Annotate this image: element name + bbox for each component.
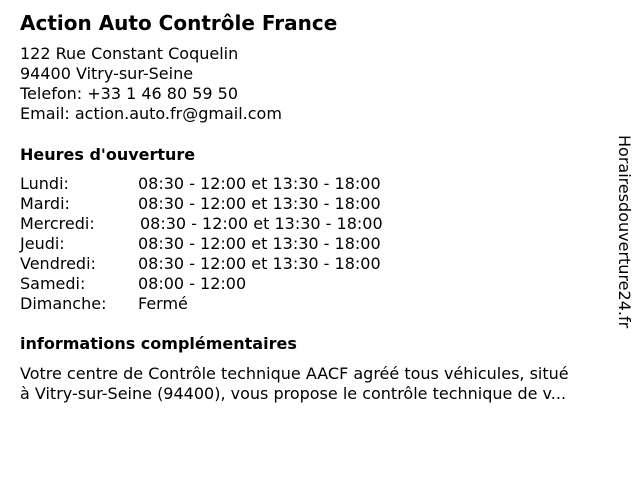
day-label: Vendredi: (20, 254, 96, 273)
site-watermark (610, 135, 634, 345)
info-heading: informations complémentaires (20, 334, 297, 353)
email-line: Email: action.auto.fr@gmail.com (20, 104, 282, 123)
hours-heading: Heures d'ouverture (20, 145, 196, 164)
description-line-1: Votre centre de Contrôle technique AACF agréé tous véhicules, situé (20, 364, 569, 383)
address-street: 122 Rue Constant Coquelin (20, 44, 239, 63)
description-line-2: à Vitry-sur-Seine (94400), vous propose le contrôle technique de v... (20, 384, 567, 403)
phone-line: Telefon: +33 1 46 80 59 50 (20, 84, 239, 103)
day-hours: 08:30 - 12:00 et 13:30 - 18:00 (138, 194, 381, 213)
day-label: Jeudi: (20, 234, 65, 253)
day-hours: Fermé (138, 294, 188, 313)
day-hours: 08:30 - 12:00 et 13:30 - 18:00 (138, 254, 381, 273)
day-label: Samedi: (20, 274, 86, 293)
day-hours: 08:00 - 12:00 (138, 274, 247, 293)
day-label: Lundi: (20, 174, 69, 193)
watermark-text: Horairesdouverture24.fr (615, 135, 634, 329)
business-name: Action Auto Contrôle France (20, 11, 338, 35)
info-description (20, 364, 630, 404)
day-label: Mardi: (20, 194, 70, 213)
day-label: Dimanche: (20, 294, 107, 313)
business-contact (20, 44, 282, 124)
address-city: 94400 Vitry-sur-Seine (20, 64, 194, 83)
day-hours: 08:30 - 12:00 et 13:30 - 18:00 (138, 234, 381, 253)
day-hours: 08:30 - 12:00 et 13:30 - 18:00 (140, 214, 383, 233)
day-hours: 08:30 - 12:00 et 13:30 - 18:00 (138, 174, 381, 193)
day-label: Mercredi: (20, 214, 95, 233)
